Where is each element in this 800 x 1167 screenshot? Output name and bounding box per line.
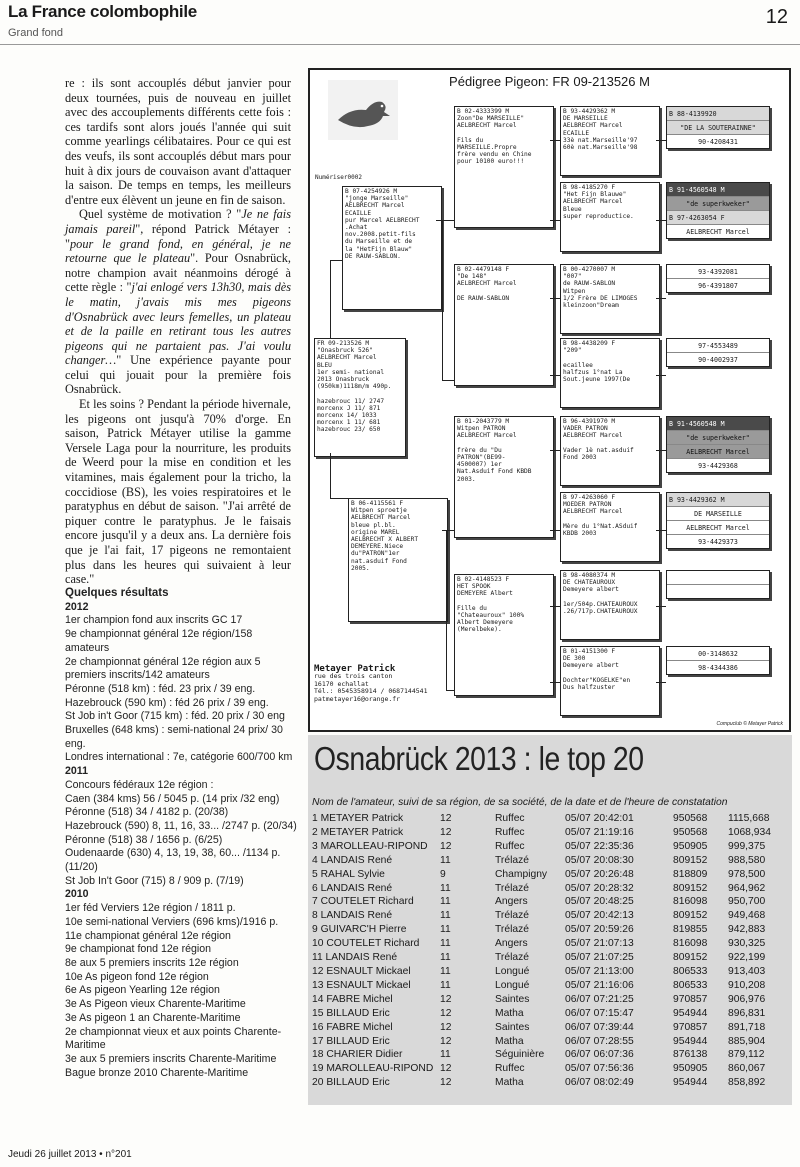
pedigree-connector (550, 530, 560, 531)
results-list (65, 587, 297, 1080)
ranking-cell: 988,580 (728, 854, 766, 866)
pedigree-great-grandparent: B 98-4438209 F "209" ecaillee halfzus 1°nat La Sout.jeune 1997(De (560, 338, 660, 408)
ancestor-row: AELBRECHT Marcel (667, 445, 769, 459)
ranking-row (312, 1076, 788, 1090)
ranking-cell: 05/07 21:07:25 (565, 952, 634, 964)
ranking-cell: 17 BILLAUD Eric (312, 1035, 390, 1047)
ranking-cell: 8 LANDAIS René (312, 910, 393, 922)
ranking-cell: 950,700 (728, 896, 766, 908)
pedigree-connector (656, 450, 666, 451)
ancestor-row: "de superkweker" (667, 197, 769, 211)
result-item: 3e As Pigeon vieux Charente-Maritime (65, 998, 246, 1011)
ranking-cell: 11 LANDAIS René (312, 952, 398, 964)
pedigree-grandparent: B 02-4333399 M Zoon"De MARSEILLE" AELBRECHT Marcel Fils du MARSEILLE.Propre frère vendu en Chine pour 10100 euro!!! (454, 106, 554, 228)
paragraph-text: j'ai enlogé vers 13h30, mais dès le matin, j'avais mis mes pigeons d'Osnabrück avec leurs femelles, un plateau et de la paille en retirant tous les autres pigeons qui ne partaient pas. J'ai voulu changer… (65, 280, 291, 368)
result-item: 2e championnat général 12e région aux 5 premiers inscrits/142 amateurs (65, 655, 261, 682)
ranking-row (312, 1048, 788, 1062)
ancestor-row: 97-4553489 (667, 339, 769, 353)
ranking-row (312, 868, 788, 882)
pigeon-photo-icon (328, 80, 398, 140)
ranking-row (312, 1007, 788, 1021)
ranking-row (312, 854, 788, 868)
ranking-cell: Ruffec (495, 1063, 525, 1075)
pedigree-sire: B 07-4254926 M "jonge Marseille" AELBRECHT Marcel ECAILLE pur Marcel AELBRECHT .Achat nov.2008.petit-fils du Marseille et de la "HetFijn Blauw" DE RAUW-SABLON. (342, 186, 442, 310)
pedigree-great-grandparent: B 01-4151300 F DE 300 Demeyere albert Dochter"KOGELKE"en Dus halfzuster (560, 646, 660, 716)
ranking-cell: Saintes (495, 1021, 530, 1033)
pedigree-ancestor-cell (666, 106, 770, 149)
pedigree-ancestor-cell (666, 646, 770, 675)
pedigree-connector (550, 375, 560, 376)
pedigree-dam: B 06-4115561 F Witpen sproetje AELBRECHT Marcel bleue pl.bl. origine MAREL AELBRECHT X ALBERT DEMEYERE.Niece du"PATRON"1er nat.asduif Fond 2005. (348, 498, 448, 622)
ranking-cell: 05/07 21:16:06 (565, 979, 634, 991)
ranking-cell: 12 (440, 1021, 452, 1033)
pedigree-grandparent: B 01-2043779 M Witpen PATRON AELBRECHT Marcel frère du "Du PATRON"(BE99- 4500007) 1er Nat.Asduif Fond KBDB 2003. (454, 416, 554, 538)
result-item: St Job In't Goor (715) 8 / 909 p. (7/19) (65, 874, 244, 887)
ranking-row (312, 840, 788, 854)
ranking-cell: 06/07 07:21:25 (565, 993, 634, 1005)
ranking-cell: 809152 (673, 910, 708, 922)
ranking-row (312, 937, 788, 951)
paragraph-text: " Une expérience payante pour celui qui jouait pour la première fois Osnabrück. (65, 353, 291, 397)
ancestor-row: B 91-4560548 M (667, 183, 769, 197)
ancestor-row: 93-4429373 (698, 537, 738, 546)
ranking-row (312, 909, 788, 923)
result-item: 1er champion fond aux inscrits GC 17 (65, 614, 243, 627)
ranking-cell: 970857 (673, 993, 708, 1005)
ranking-cell: 806533 (673, 965, 708, 977)
ancestor-row: 93-4392081 (667, 265, 769, 279)
ranking-row (312, 923, 788, 937)
pedigree-connector (446, 690, 454, 691)
result-item: Péronne (518) 38 / 1656 p. (6/25) (65, 833, 223, 846)
result-item: Péronne (518 km) : féd. 23 prix / 39 eng. (65, 682, 256, 695)
ranking-cell: 05/07 20:48:25 (565, 896, 634, 908)
pedigree-connector (330, 498, 348, 499)
ancestor-row: 00-3148632 (667, 647, 769, 661)
ancestor-row: 96-4391807 (698, 281, 738, 290)
ranking-cell: 05/07 21:07:13 (565, 938, 634, 950)
ranking-cell: Angers (495, 938, 528, 950)
ancestor-row: "DE LA SOUTERAINNE" (667, 121, 769, 135)
ranking-cell: 806533 (673, 979, 708, 991)
pedigree-ancestor-cell (666, 264, 770, 293)
scan-label: Numériser0002 (315, 174, 362, 181)
ranking-row (312, 1021, 788, 1035)
ranking-cell: 7 COUTELET Richard (312, 896, 414, 908)
result-item: 10e semi-national Verviers (696 kms)/1916 p. (65, 915, 279, 928)
ranking-row (312, 826, 788, 840)
pedigree-connector (442, 220, 443, 380)
pedigree-great-grandparent: B 98-4185270 F "Het Fijn Blauwe" AELBRECHT Marcel Bleue super reproductice. (560, 182, 660, 252)
ranking-cell: 19 MAROLLEAU-RIPOND (312, 1063, 434, 1075)
ranking-cell: 970857 (673, 1021, 708, 1033)
ranking-cell: 11 (440, 854, 451, 866)
pedigree-connector (550, 298, 560, 299)
pedigree-connector (550, 220, 560, 221)
pedigree-connector (442, 530, 454, 531)
magazine-title: La France colombophile (8, 2, 197, 21)
ranking-cell: 949,468 (728, 910, 766, 922)
ancestor-row (667, 571, 769, 585)
page-number: 12 (765, 6, 788, 28)
ranking-cell: 12 (440, 1077, 452, 1089)
pedigree-connector (656, 530, 666, 531)
paragraph-text: ". Pour Osnabrück, notre champion avait néanmoins dérogé à cette règle : " (65, 251, 291, 295)
ranking-cell: 999,375 (728, 840, 766, 852)
ranking-cell: 11 (440, 965, 451, 977)
pedigree-ancestor-cell (666, 182, 770, 239)
ranking-row (312, 979, 788, 993)
pedigree-connector (656, 606, 666, 607)
ranking-cell: 922,199 (728, 952, 766, 964)
ranking-cell: 950905 (673, 840, 708, 852)
pedigree-great-grandparent: B 97-4263060 F MOEDER PATRON AELBRECHT Marcel Mère du 1°Nat.ASduif KBDB 2003 (560, 492, 660, 562)
ranking-cell: 12 (440, 1063, 452, 1075)
result-item: 2e championnat vieux et aux points Charente-Maritime (65, 1025, 282, 1052)
ranking-cell: 5 RAHAL Sylvie (312, 868, 385, 880)
ranking-cell: 05/07 21:13:00 (565, 965, 634, 977)
pedigree-great-grandparent: B 98-4080374 M DE CHATEAUROUX Demeyere albert 1er/504p.CHATEAUROUX .26/717p.CHATEAUROUX (560, 570, 660, 640)
ranking-row (312, 951, 788, 965)
ranking-row (312, 1035, 788, 1049)
ranking-cell: 11 (440, 910, 451, 922)
ranking-cell: 05/07 22:35:36 (565, 840, 634, 852)
ranking-cell: 816098 (673, 896, 708, 908)
ranking-cell: Ruffec (495, 813, 525, 824)
paragraph-text: pour le grand fond, en général, je ne retourne que le plateau (65, 236, 291, 266)
ranking-cell: 4 LANDAIS René (312, 854, 393, 866)
ancestor-row: B 97-4263054 F (667, 211, 769, 225)
ranking-cell: 12 (440, 1035, 452, 1047)
article-paragraph (65, 76, 291, 207)
result-item: 1er féd Verviers 12e région / 1811 p. (65, 902, 236, 915)
ranking-cell: 05/07 20:08:30 (565, 854, 634, 866)
pedigree-great-grandparent: B 96-4391970 M VADER PATRON AELBRECHT Marcel Vader 1è nat.asduif Fond 2003 (560, 416, 660, 486)
ranking-cell: 2 METAYER Patrick (312, 826, 404, 838)
ranking-cell: 11 (440, 952, 451, 964)
ranking-cell: 910,208 (728, 979, 766, 991)
ranking-cell: 16 FABRE Michel (312, 1021, 393, 1033)
pedigree-great-grandparent: B 00-4270007 M "007" de RAUW-SABLON Witpen 1/2 Frère DE LIMOGES kleinzoon"Dream (560, 264, 660, 334)
ranking-cell: 06/07 08:02:49 (565, 1077, 634, 1089)
pedigree-connector (656, 375, 666, 376)
ancestor-row: "de superkweker" (667, 431, 769, 445)
ranking-row (312, 895, 788, 909)
pedigree-subject: FR 09-213526 M "Onasbruck 526" AELBRECHT Marcel BLEU 1er semi- national 2013 Onasbruck (950km)1118m/m 490p. hazebrouc 11/ 2747 morcenx J 11/ 871 morcenx 14/ 1033 morcenx 1 11/ 681 hazebrouc 23/ 650 (314, 338, 406, 457)
result-item: Hazebrouck (590 km) : féd 26 prix / 39 eng. (65, 696, 269, 709)
ranking-cell: Longué (495, 979, 530, 991)
result-item: 9e championnat général 12e région/158 amateurs (65, 628, 253, 654)
pedigree-connector (656, 682, 666, 683)
result-item: Hazebrouck (590) 8, 11, 16, 33... /2747 p. (20/34) (65, 819, 297, 832)
ranking-cell: 876138 (673, 1049, 708, 1061)
ranking-cell: 12 (440, 840, 452, 852)
ranking-cell: 11 (440, 979, 451, 991)
ranking-cell: 11 (440, 924, 451, 936)
pedigree-connector (550, 682, 560, 683)
ranking-cell: 11 (440, 1049, 451, 1061)
pedigree-ancestor-cell (666, 570, 770, 599)
pedigree-connector (446, 530, 447, 690)
section-label: Grand fond (8, 27, 64, 39)
ranking-cell: 954944 (673, 1077, 708, 1089)
pedigree-ancestor-cell (666, 416, 770, 473)
ranking-cell: Séguinière (495, 1049, 545, 1061)
pedigree-connector (656, 140, 666, 141)
top20-table (312, 812, 788, 1090)
ranking-cell: Matha (495, 1077, 524, 1089)
ranking-cell: 906,976 (728, 993, 766, 1005)
result-item: 3e As pigeon 1 an Charente-Maritime (65, 1011, 241, 1024)
result-item: St Job in't Goor (715 km) : féd. 20 prix / 30 eng (65, 710, 285, 723)
pedigree-grandparent: B 02-4148523 F HET SPOOK DEMEYERE Albert Fille du "Chateauroux" 100% Albert Demeyere (Merelbeke). (454, 574, 554, 696)
ancestor-row: 90-4208431 (698, 137, 738, 146)
ranking-cell: 964,962 (728, 882, 766, 894)
paragraph-text: ", répond Patrick Métayer : " (65, 221, 291, 251)
result-item: Bruxelles (648 kms) : semi-national 24 prix/ 30 eng. (65, 724, 283, 750)
ranking-cell: 6 LANDAIS René (312, 882, 393, 894)
page-footer: Jeudi 26 juillet 2013 • n°201 (8, 1149, 132, 1160)
ancestor-row: DE MARSEILLE (667, 507, 769, 521)
ranking-cell: 809152 (673, 882, 708, 894)
ranking-cell: Trélazé (495, 952, 529, 964)
ranking-cell: 06/07 07:39:44 (565, 1021, 634, 1033)
ranking-cell: 14 FABRE Michel (312, 993, 393, 1005)
ranking-cell: 11 (440, 938, 451, 950)
top20-title: Osnabrück 2013 : le top 20 (314, 740, 644, 777)
ranking-cell: Ruffec (495, 840, 525, 852)
result-item: 8e aux 5 premiers inscrits 12e région (65, 956, 239, 969)
ranking-cell: 13 ESNAULT Mickael (312, 979, 411, 991)
ranking-cell: Champigny (495, 868, 548, 880)
ancestor-row (667, 585, 769, 598)
ranking-cell: 05/07 20:42:13 (565, 910, 634, 922)
result-item: Oudenaarde (630) 4, 13, 19, 38, 60... /1134 p. (11/20) (65, 847, 281, 874)
ranking-cell: Longué (495, 965, 530, 977)
ranking-cell: 20 BILLAUD Eric (312, 1077, 390, 1089)
pedigree-title: Pédigree Pigeon: FR 09-213526 M (449, 74, 650, 89)
ranking-row (312, 882, 788, 896)
result-item: Péronne (518) 34 / 4182 p. (20/38) (65, 806, 229, 819)
ranking-row (312, 1062, 788, 1076)
paragraph-text: re : ils sont accouplés début janvier pour deux tournées, puis de nouveau en juillet avec des accouplements différents cette fois : ces tardifs sont alors joués l'année qui suit comme yearlings célibataires. Pour ce qui est des veufs, ils sont accouplés début mars pour huit à dix jours de couvaison avant d'attaquer la saison. De temps en temps, les meilleurs d'entre eux élèvent un jeune en fin de saison. (65, 76, 291, 207)
ranking-cell: Trélazé (495, 854, 529, 866)
ranking-cell: 860,067 (728, 1063, 766, 1075)
ranking-cell: Trélazé (495, 924, 529, 936)
ranking-cell: 06/07 06:07:36 (565, 1049, 634, 1061)
ranking-cell: 1115,668 (728, 813, 770, 824)
result-item: 11e championat général 12e région (65, 929, 231, 942)
ranking-cell: 11 (440, 882, 451, 894)
ancestor-row: AELBRECHT Marcel (667, 521, 769, 535)
ranking-cell: 12 (440, 813, 452, 824)
ranking-cell: 879,112 (728, 1049, 765, 1061)
ancestor-row: 90-4002937 (698, 355, 738, 364)
ranking-cell: 930,325 (728, 938, 766, 950)
top20-caption: Nom de l'amateur, suivi de sa région, de sa société, de la date et de l'heure de constatation (312, 797, 728, 808)
top20-panel (308, 735, 792, 1105)
pedigree-chart (308, 68, 791, 732)
ranking-cell: 942,883 (728, 924, 766, 936)
ranking-row (312, 965, 788, 979)
result-item: Bague bronze 2010 Charente-Maritime (65, 1066, 249, 1079)
pedigree-connector (330, 260, 342, 261)
ranking-cell: 12 ESNAULT Mickael (312, 965, 411, 977)
result-item: 6e As pigeon Yearling 12e région (65, 984, 220, 997)
article-paragraph (65, 207, 291, 397)
ranking-cell: 891,718 (728, 1021, 766, 1033)
ranking-cell: 05/07 21:19:16 (565, 826, 634, 838)
ranking-cell: 12 (440, 993, 452, 1005)
result-item: Caen (384 kms) 56 / 5045 p. (14 prix /32 eng) (65, 792, 280, 805)
pedigree-connector (436, 220, 454, 221)
article-paragraph (65, 397, 291, 587)
ranking-row (312, 812, 788, 826)
pedigree-grandparent: B 02-4479148 F "De 148" AELBRECHT Marcel DE RAUW-SABLON (454, 264, 554, 386)
ancestor-row: AELBRECHT Marcel (686, 227, 750, 236)
ranking-cell: 10 COUTELET Richard (312, 938, 420, 950)
pedigree-connector (656, 220, 666, 221)
ranking-cell: 954944 (673, 1007, 708, 1019)
ranking-cell: 1 METAYER Patrick (312, 813, 404, 824)
ranking-cell: 05/07 20:28:32 (565, 882, 634, 894)
pedigree-connector (330, 453, 331, 498)
ranking-cell: 896,831 (728, 1007, 766, 1019)
ranking-cell: Matha (495, 1007, 524, 1019)
pedigree-connector (550, 140, 560, 141)
ranking-cell: Trélazé (495, 910, 529, 922)
pedigree-connector (550, 606, 560, 607)
ranking-cell: Trélazé (495, 882, 529, 894)
results-title: Quelques résultats (65, 587, 169, 599)
ranking-cell: 954944 (673, 1035, 708, 1047)
ranking-cell: 05/07 20:42:01 (565, 813, 634, 824)
ranking-cell: 809152 (673, 854, 708, 866)
ranking-row (312, 993, 788, 1007)
ranking-cell: Saintes (495, 993, 530, 1005)
results-year: 2012 (65, 600, 89, 613)
ranking-cell: Matha (495, 1035, 524, 1047)
result-item: Londres international : 7e, catégorie 600/700 km (65, 751, 293, 764)
ranking-cell: Ruffec (495, 826, 525, 838)
pedigree-connector (330, 260, 331, 338)
result-item: 9e championat fond 12e région (65, 943, 212, 956)
ranking-cell: 858,892 (728, 1077, 766, 1089)
results-year: 2010 (65, 888, 89, 901)
ranking-cell: 819855 (673, 924, 708, 936)
ancestor-row: B 88-4139920 (667, 107, 769, 121)
result-item: 3e aux 5 premiers inscrits Charente-Maritime (65, 1052, 277, 1065)
ancestor-row: 93-4429368 (698, 461, 738, 470)
ranking-cell: 818809 (673, 868, 708, 880)
software-credit: Compuclub © Metayer Patrick (716, 721, 783, 727)
ranking-cell: 978,500 (728, 868, 766, 880)
result-item: Concours fédéraux 12e région : (65, 778, 214, 791)
ranking-cell: 15 BILLAUD Eric (312, 1007, 390, 1019)
paragraph-text: Quel système de motivation ? " (79, 207, 242, 222)
ranking-cell: 18 CHARIER Didier (312, 1049, 403, 1061)
paragraph-text: Je ne fais jamais pareil (65, 207, 291, 236)
pedigree-ancestor-cell (666, 338, 770, 367)
header-divider (0, 44, 800, 45)
ranking-cell: 12 (440, 1007, 452, 1019)
ranking-cell: 9 (440, 868, 446, 880)
ranking-cell: 06/07 07:15:47 (565, 1007, 634, 1019)
ranking-cell: 950568 (673, 813, 708, 824)
ranking-cell: 3 MAROLLEAU-RIPOND (312, 840, 428, 852)
owner-info: Metayer Patrick rue des trois canton 16170 echallat Tél.: 0545358914 / 0687144541 patmetayer16@orange.fr (314, 664, 428, 703)
ranking-cell: 950568 (673, 826, 708, 838)
ranking-cell: 809152 (673, 952, 708, 964)
ranking-cell: 05/07 20:59:26 (565, 924, 634, 936)
pedigree-great-grandparent: B 93-4429362 M DE MARSEILLE AELBRECHT Marcel ECAILLE 33è nat.Marseille'97 60è nat.Marseille'98 (560, 106, 660, 176)
ancestor-row: B 93-4429362 M (667, 493, 769, 507)
ranking-cell: 06/07 07:28:55 (565, 1035, 634, 1047)
ranking-cell: 913,403 (728, 965, 766, 977)
ranking-cell: 9 GUIVARC'H Pierre (312, 924, 407, 936)
ancestor-row: 98-4344386 (698, 663, 738, 672)
ranking-cell: 816098 (673, 938, 708, 950)
ranking-cell: 1068,934 (728, 826, 771, 838)
paragraph-text: Et les soins ? Pendant la période hivernale, les pigeons ont jusqu'à 70% d'orge. En saison, Patrick Métayer utilise la gamme Versele Laga pour la nourriture, les produits de Weerd pour la mise en condition et les vitamines, mais également pour la tricho, la coccidiose (BS), les voies respiratoires et le paratyphus en début de saison. "J'ai arrêté de piquer contre le paratyphus. Je le faisais encore jusqu'il y a deux ans. La dernière fois que je l'ai fait, 17 pigeons ne remontaient plus dans les heures qui suivaient à leur case." (65, 397, 291, 587)
result-item: 10e As pigeon fond 12e région (65, 970, 209, 983)
ranking-cell: Angers (495, 896, 528, 908)
pedigree-connector (656, 298, 666, 299)
pedigree-ancestor-cell (666, 492, 770, 549)
ranking-cell: 05/07 07:56:36 (565, 1063, 634, 1075)
results-year: 2011 (65, 765, 88, 778)
pedigree-connector (442, 380, 454, 381)
ranking-cell: 11 (440, 896, 451, 908)
article-body (65, 76, 291, 587)
ranking-cell: 885,904 (728, 1035, 766, 1047)
ranking-cell: 950905 (673, 1063, 708, 1075)
ancestor-row: B 91-4560548 M (667, 417, 769, 431)
pedigree-connector (550, 450, 560, 451)
ranking-cell: 05/07 20:26:48 (565, 868, 634, 880)
ranking-cell: 12 (440, 826, 452, 838)
